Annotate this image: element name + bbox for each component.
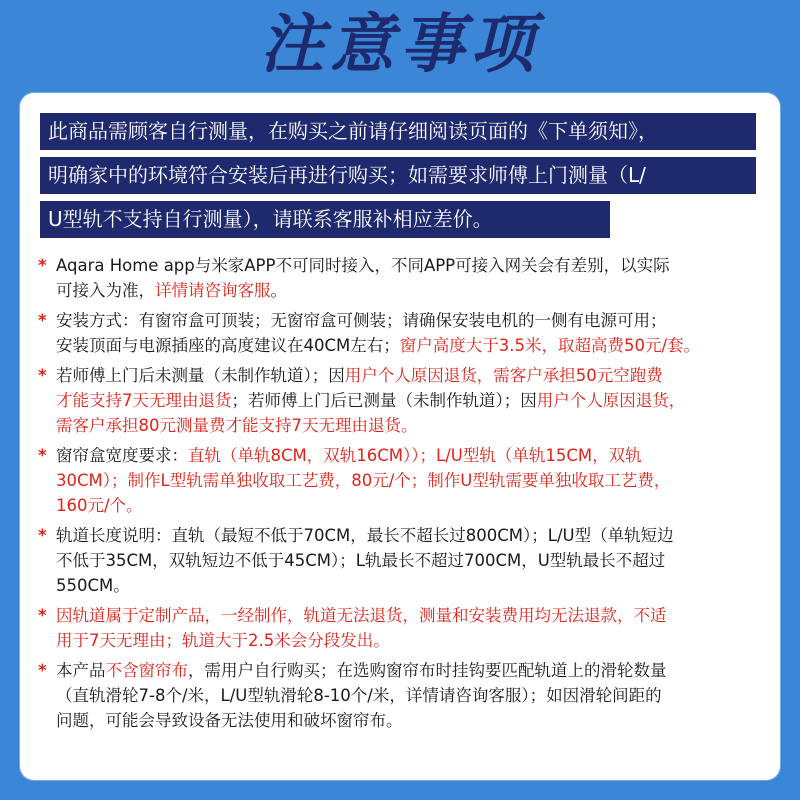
notes-list bbox=[38, 253, 766, 738]
note-text: （直轨滑轮7-8个/米，L/U型轨滑轮8-10个/米，详情请咨询客服）；如因滑轮间距的 bbox=[56, 686, 662, 705]
asterisk-bullet: * bbox=[38, 256, 47, 275]
note-line bbox=[56, 603, 766, 628]
note-line bbox=[56, 388, 766, 413]
note-line bbox=[56, 413, 766, 438]
highlight-line: U型轨不支持自行测量），请联系客服补相应差价。 bbox=[40, 201, 610, 238]
note-line bbox=[56, 468, 766, 493]
note-text-red: 用户个人原因退货， bbox=[536, 391, 686, 410]
note-text-red: 需客户承担80元测量费才能支持7天无理由退货。 bbox=[56, 416, 418, 435]
note-item bbox=[38, 443, 766, 518]
note-line bbox=[56, 443, 766, 468]
note-line bbox=[56, 628, 766, 653]
notice-card bbox=[20, 93, 780, 780]
note-item bbox=[38, 363, 766, 438]
note-line bbox=[56, 333, 766, 358]
note-text: 不低于35CM，双轨短边不低于45CM）；L轨最长不超过700CM，U型轨最长不超过 bbox=[56, 551, 666, 570]
note-text: 550CM。 bbox=[56, 576, 130, 595]
note-text-red: 才能支持7天无理由退货 bbox=[56, 391, 232, 410]
note-text-red: 不含窗帘布 bbox=[105, 661, 188, 680]
note-line bbox=[56, 548, 766, 573]
note-line bbox=[56, 253, 766, 278]
note-line bbox=[56, 573, 766, 598]
note-line bbox=[56, 523, 766, 548]
asterisk-bullet: * bbox=[38, 661, 47, 680]
note-line bbox=[56, 308, 766, 333]
note-text: 。 bbox=[270, 281, 287, 300]
note-line bbox=[56, 278, 766, 303]
note-text: 若师傅上门后未测量（未制作轨道）；因 bbox=[56, 366, 345, 385]
highlight-line: 此商品需顾客自行测量，在购买之前请仔细阅读页面的《下单须知》， bbox=[40, 113, 756, 150]
note-text: 安装方式：有窗帘盒可顶装；无窗帘盒可侧装；请确保安装电机的一侧有电源可用； bbox=[56, 311, 667, 330]
note-text: ，需用户自行购买；在选购窗帘布时挂钩要匹配轨道上的滑轮数量 bbox=[188, 661, 667, 680]
note-item bbox=[38, 603, 766, 653]
note-item bbox=[38, 658, 766, 733]
note-text: 可接入为准， bbox=[56, 281, 155, 300]
note-item bbox=[38, 308, 766, 358]
note-text: 窗帘盒宽度要求： bbox=[56, 446, 188, 465]
note-text-red: 详情请咨询客服 bbox=[155, 281, 271, 300]
note-item bbox=[38, 253, 766, 303]
highlight-line: 明确家中的环境符合安装后再进行购买；如需要求师傅上门测量（L/ bbox=[40, 157, 756, 194]
page-title: 注意事项 bbox=[260, 8, 540, 82]
note-text: 因轨道属于定制产品，一经制作，轨道无法退货，测量和安装费用均无法退款，不适 bbox=[56, 606, 667, 625]
asterisk-bullet: * bbox=[38, 446, 47, 465]
note-text: 本产品 bbox=[56, 661, 106, 680]
note-text: 安装顶面与电源插座的高度建议在40CM左右； bbox=[56, 336, 400, 355]
note-line bbox=[56, 363, 766, 388]
asterisk-bullet: * bbox=[38, 366, 47, 385]
note-item bbox=[38, 523, 766, 598]
note-text-red: 用户个人原因退货，需客户承担50元空跑费 bbox=[344, 366, 663, 385]
asterisk-bullet: * bbox=[38, 606, 47, 625]
note-line bbox=[56, 493, 766, 518]
note-text: ；若师傅上门后已测量（未制作轨道）；因 bbox=[231, 391, 537, 410]
asterisk-bullet: * bbox=[38, 526, 47, 545]
note-line bbox=[56, 683, 766, 708]
note-text-red: 窗户高度大于3.5米，取超高费50元/套。 bbox=[399, 336, 701, 355]
note-text-red: 160元/个。 bbox=[56, 496, 143, 515]
note-line bbox=[56, 658, 766, 683]
note-text: 用于7天无理由；轨道大于2.5米会分段发出。 bbox=[56, 631, 390, 650]
note-text: 问题，可能会导致设备无法使用和破坏窗帘布。 bbox=[56, 711, 403, 730]
note-text-red: 直轨（单轨8CM，双轨16CM））；L/U型轨（单轨15CM，双轨 bbox=[188, 446, 642, 465]
asterisk-bullet: * bbox=[38, 311, 47, 330]
note-line bbox=[56, 708, 766, 733]
note-text-red: 30CM）；制作L型轨需单独收取工艺费，80元/个；制作U型轨需要单独收取工艺费， bbox=[56, 471, 671, 490]
note-text: Aqara Home app与米家APP不可同时接入，不同APP可接入网关会有差别，以实际 bbox=[56, 256, 670, 275]
note-text: 轨道长度说明：直轨（最短不低于70CM，最长不超长过800CM）；L/U型（单轨短边 bbox=[56, 526, 674, 545]
